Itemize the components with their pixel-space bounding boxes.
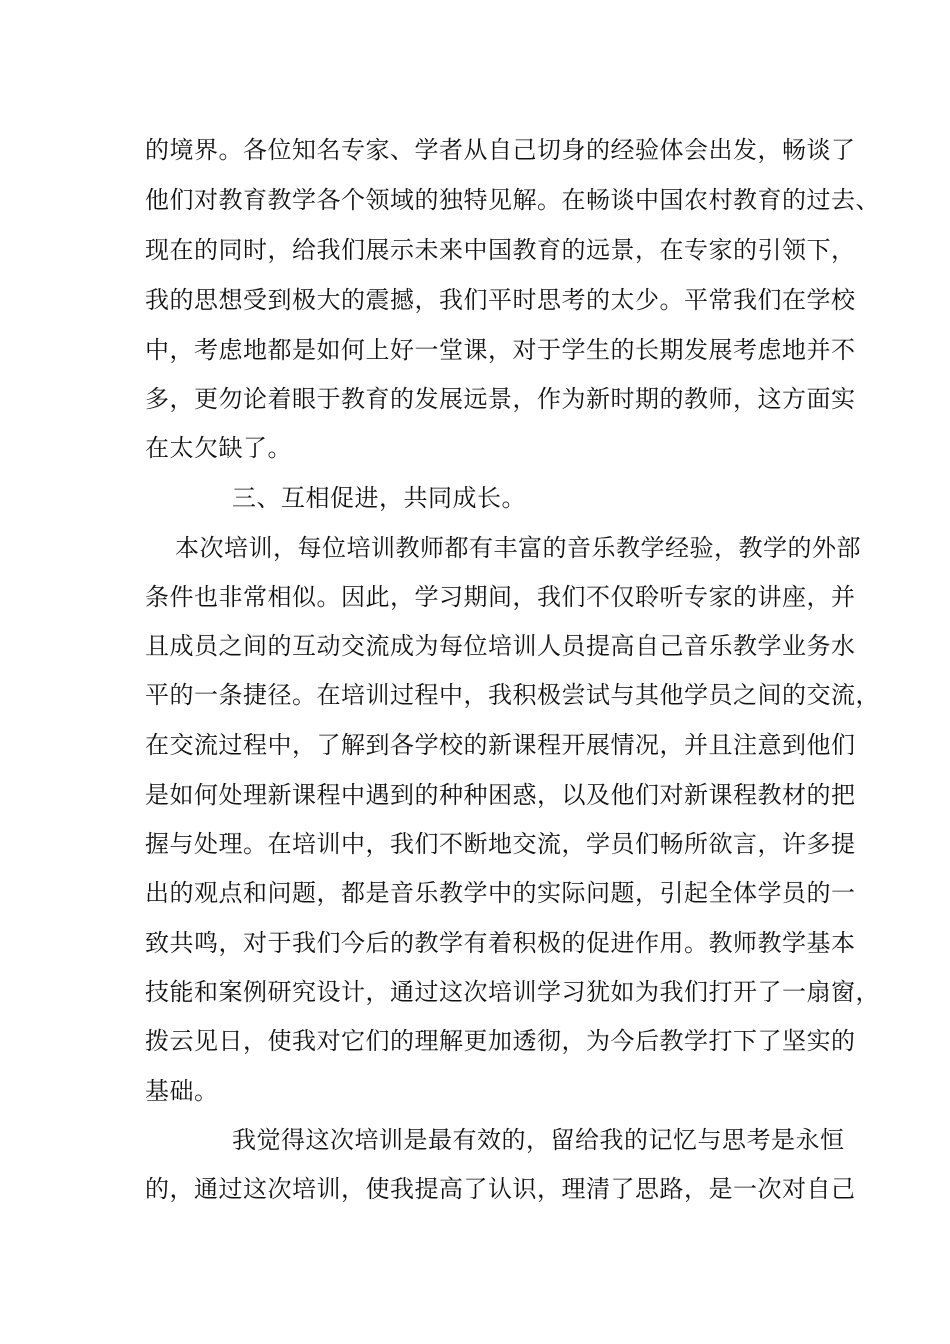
text-line: 我觉得这次培训是最有效的，留给我的记忆与思考是永恒 <box>232 1126 845 1154</box>
text-line: 我的思想受到极大的震撼，我们平时思考的太少。平常我们在学校 <box>145 286 856 314</box>
text-line: 出的观点和问题，都是音乐教学中的实际问题，引起全体学员的一 <box>145 879 856 907</box>
text-line: 在太欠缺了。 <box>145 434 292 462</box>
text-line: 现在的同时，给我们展示未来中国教育的远景，在专家的引领下， <box>145 236 856 264</box>
text-line: 致共鸣，对于我们今后的教学有着积极的促进作用。教师教学基本 <box>145 929 856 957</box>
text-line: 他们对教育教学各个领域的独特见解。在畅谈中国农村教育的过去、 <box>145 186 880 214</box>
section-heading: 三、互相促进，共同成长。 <box>232 484 526 512</box>
text-line: 且成员之间的互动交流成为每位培训人员提高自己音乐教学业务水 <box>145 632 856 660</box>
text-line: 在交流过程中，了解到各学校的新课程开展情况，并且注意到他们 <box>145 731 856 759</box>
text-line: 多，更勿论着眼于教育的发展远景，作为新时期的教师，这方面实 <box>145 385 856 413</box>
text-line: 拨云见日，使我对它们的理解更加透彻，为今后教学打下了坚实的 <box>145 1027 856 1055</box>
text-line: 条件也非常相似。因此，学习期间，我们不仅聆听专家的讲座，并 <box>145 583 856 611</box>
text-line: 中，考虑地都是如何上好一堂课，对于学生的长期发展考虑地并不 <box>145 336 856 364</box>
text-line: 基础。 <box>145 1077 219 1105</box>
text-line: 的，通过这次培训，使我提高了认识，理清了思路，是一次对自己 <box>145 1175 856 1203</box>
text-line: 的境界。各位知名专家、学者从自己切身的经验体会出发，畅谈了 <box>145 136 856 164</box>
text-line: 平的一条捷径。在培训过程中，我积极尝试与其他学员之间的交流， <box>145 681 880 709</box>
text-line: 技能和案例研究设计，通过这次培训学习犹如为我们打开了一扇窗， <box>145 978 880 1006</box>
text-line: 是如何处理新课程中遇到的种种困惑，以及他们对新课程教材的把 <box>145 781 856 809</box>
text-line: 握与处理。在培训中，我们不断地交流，学员们畅所欲言，许多提 <box>145 830 856 858</box>
text-line: 本次培训，每位培训教师都有丰富的音乐教学经验，教学的外部 <box>175 534 861 562</box>
